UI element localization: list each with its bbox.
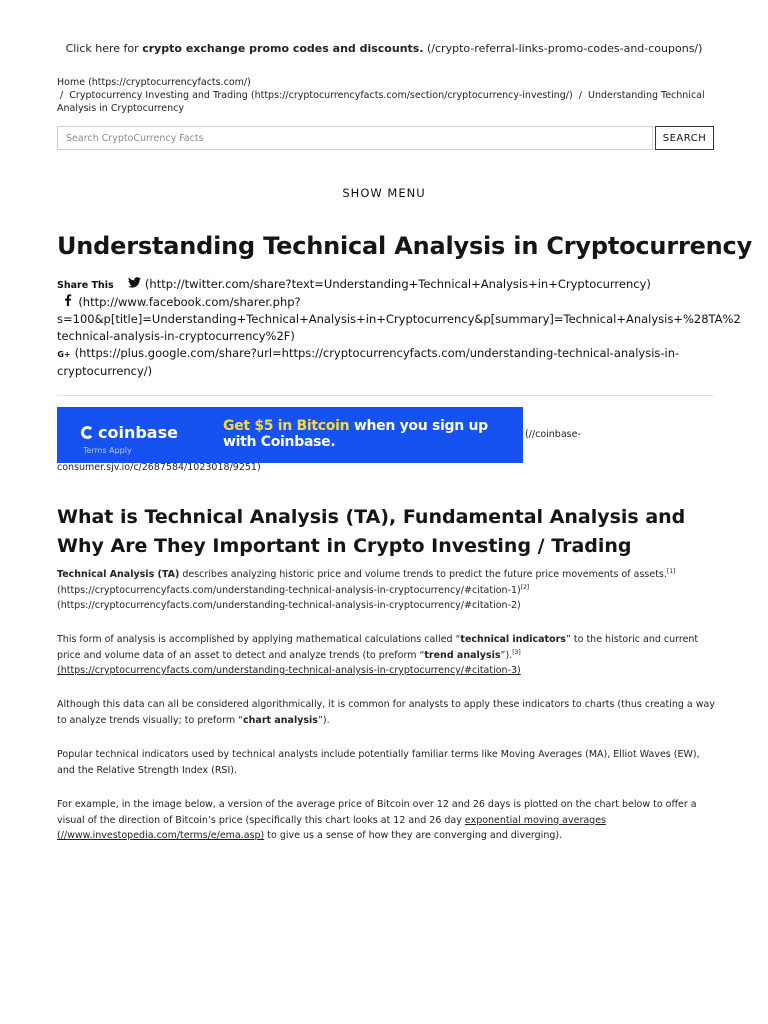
- citation-3[interactable]: [3]: [512, 648, 521, 656]
- paragraph-bold: Technical Analysis (TA): [57, 569, 180, 580]
- share-label: Share This: [57, 280, 114, 291]
- share-facebook-link-line[interactable]: technical-analysis-in-cryptocurrency%2F): [57, 329, 295, 343]
- ad-headline-rest: when you sign up with Coinbase.: [223, 418, 488, 450]
- citation-1[interactable]: [1]: [666, 567, 676, 575]
- citation-2[interactable]: [2]: [520, 583, 530, 591]
- ad-link[interactable]: (//coinbase-: [525, 429, 581, 440]
- citation-1-link[interactable]: (https://cryptocurrencyfacts.com/understanding-technical-analysis-in-cryptocurrency/#citation-1): [57, 584, 521, 596]
- paragraph-bold: chart analysis: [243, 714, 318, 726]
- breadcrumb-section[interactable]: Cryptocurrency Investing and Trading (https://cryptocurrencyfacts.com/section/cryptocurrency-investing/): [69, 90, 573, 101]
- citation-2-link[interactable]: (https://cryptocurrencyfacts.com/understanding-technical-analysis-in-cryptocurrency/#citation-2): [57, 600, 521, 611]
- twitter-icon[interactable]: [127, 276, 141, 293]
- coinbase-logo-icon: [81, 426, 94, 439]
- breadcrumb-current: Understanding Technical Analysis in Cryptocurrency: [57, 90, 705, 114]
- search-input[interactable]: [57, 126, 653, 150]
- paragraph-text: Although this data can all be considered algorithmically, it is common for analysts to apply these indicators to charts (thus creating a way to analyze trends visually; to preform “: [57, 699, 715, 726]
- breadcrumb-separator: /: [578, 90, 582, 101]
- page-title: Understanding Technical Analysis in Cryptocurrency: [57, 232, 753, 260]
- paragraph-text: For example, in the image below, a version of the average price of Bitcoin over 12 and 26 days is plotted on the chart below to offer a visual of the direction of Bitcoin’s price (specifically this chart looks at 12 and 26 day: [57, 799, 697, 826]
- paragraph-text: ”).: [500, 649, 513, 661]
- promo-bold-text[interactable]: crypto exchange promo codes and discounts.: [142, 42, 424, 55]
- promo-prefix: Click here for: [65, 42, 139, 55]
- ema-link[interactable]: exponential moving averages (//www.investopedia.com/terms/e/ema.asp): [57, 814, 607, 841]
- search-button[interactable]: SEARCH: [655, 126, 714, 150]
- paragraph-4: Popular technical indicators used by technical analysts include potentially familiar terms like Moving Averages (MA), Elliot Waves (EW), and the Relative Strength Index (RSI).: [57, 749, 700, 776]
- share-links: [57, 276, 757, 380]
- share-google-link[interactable]: (https://plus.google.com/share?url=https://cryptocurrencyfacts.com/understanding-technical-analysis-in-: [74, 346, 680, 360]
- ad-terms: Terms Apply: [83, 446, 132, 455]
- search-form: [57, 126, 714, 150]
- ad-headline: [223, 418, 513, 450]
- ad-headline-highlight: Get $5 in Bitcoin: [223, 418, 350, 434]
- breadcrumb-separator: /: [60, 90, 64, 101]
- share-facebook-link[interactable]: (http://www.facebook.com/sharer.php?: [78, 295, 301, 309]
- citation-3-link[interactable]: (https://cryptocurrencyfacts.com/understanding-technical-analysis-in-cryptocurrency/#citation-3): [57, 665, 521, 676]
- breadcrumb-home[interactable]: Home (https://cryptocurrencyfacts.com/): [57, 77, 251, 88]
- paragraph-text: to give us a sense of how they are converging and diverging).: [267, 830, 563, 841]
- show-menu-button[interactable]: SHOW MENU: [342, 186, 426, 200]
- promo-bar[interactable]: [0, 42, 768, 55]
- paragraph-text: This form of analysis is accomplished by applying mathematical calculations called “: [57, 634, 461, 645]
- section-heading: What is Technical Analysis (TA), Fundamental Analysis and Why Are They Important in Crypto Investing / Trading: [57, 506, 686, 557]
- paragraph-5: [57, 797, 717, 844]
- facebook-icon[interactable]: [61, 294, 75, 311]
- coinbase-ad-banner[interactable]: [57, 407, 523, 463]
- breadcrumb: [57, 76, 707, 115]
- share-google-link-line[interactable]: cryptocurrency/): [57, 364, 153, 378]
- paragraph-text: describes analyzing historic price and volume trends to predict the future price movements of assets.: [182, 569, 667, 580]
- coinbase-brand: coinbase: [98, 423, 178, 442]
- paragraph-2: [57, 632, 717, 679]
- paragraph-bold: technical indicators: [460, 634, 566, 645]
- paragraph-text: ” to the historic and current price and volume data of an asset to detect and analyze trends (to preform “: [57, 634, 699, 661]
- ad-link-continued[interactable]: consumer.sjv.io/c/2687584/1023018/9251): [57, 462, 261, 473]
- google-plus-icon[interactable]: G+: [57, 350, 71, 359]
- paragraph-1: [57, 567, 717, 614]
- paragraph-bold: trend analysis: [424, 649, 501, 661]
- paragraph-text: ”).: [317, 714, 330, 726]
- coinbase-logo: [81, 423, 178, 442]
- share-twitter-link[interactable]: (http://twitter.com/share?text=Understanding+Technical+Analysis+in+Cryptocurrency): [144, 277, 651, 291]
- promo-link[interactable]: (/crypto-referral-links-promo-codes-and-coupons/): [427, 42, 703, 55]
- divider: [57, 395, 714, 396]
- share-facebook-link-line[interactable]: s=100&p[title]=Understanding+Technical+Analysis+in+Cryptocurrency&p[summary]=Technical+Analysis+%28TA%2: [57, 312, 741, 326]
- paragraph-3: [57, 697, 717, 728]
